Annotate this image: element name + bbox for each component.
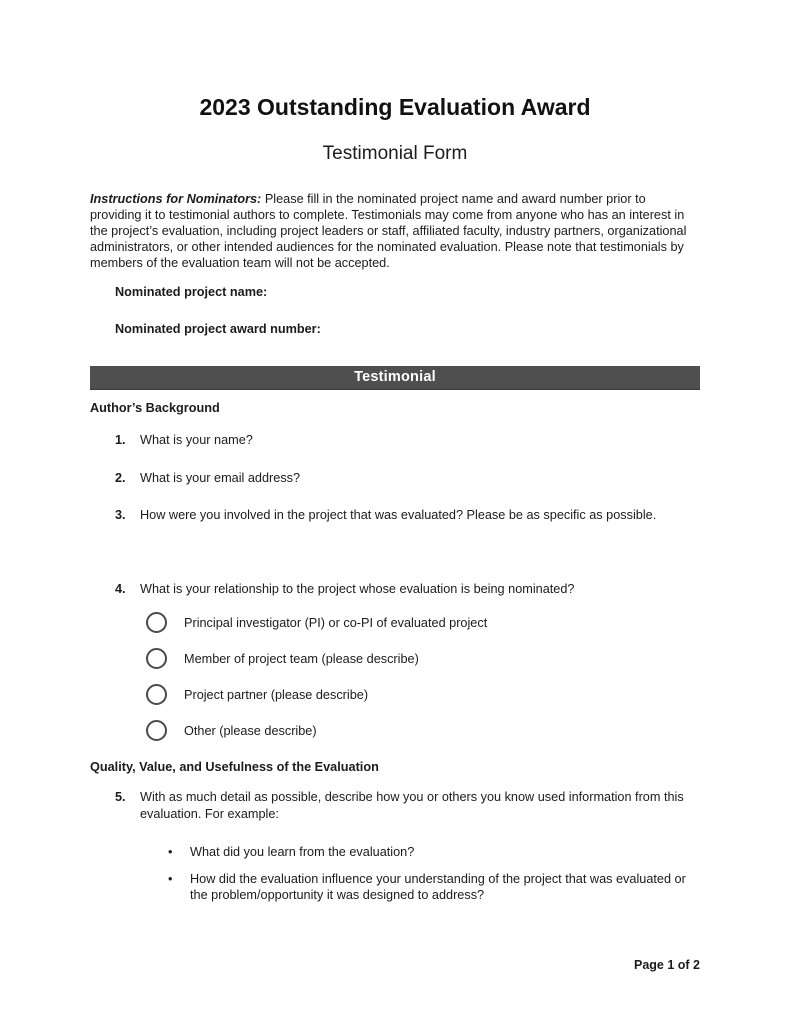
option-pi-copi-label: Principal investigator (PI) or co-PI of evaluated project <box>184 615 488 630</box>
bullet-item-influence <box>90 871 700 904</box>
instructions-label: Instructions for Nominators: <box>90 192 262 206</box>
question-4-text: What is your relationship to the project whose evaluation is being nominated? <box>140 581 575 596</box>
question-1-number: 1. <box>115 433 126 447</box>
question-4 <box>90 581 700 598</box>
question-2-number: 2. <box>115 470 126 485</box>
question-4-number: 4. <box>115 581 126 596</box>
question-2-text: What is your email address? <box>140 470 301 485</box>
question-5 <box>90 789 700 822</box>
question-5-text: With as much detail as possible, describe how you or others you know used information from this evaluation. For example: <box>140 790 684 821</box>
question-3-text: How were you involved in the project that was evaluated? Please be as specific as possible. <box>140 508 657 522</box>
bullet-marker: • <box>168 871 173 886</box>
question-3-number: 3. <box>115 508 126 522</box>
option-project-team <box>146 648 700 669</box>
heading-quality-value-usefulness: Quality, Value, and Usefulness of the Evaluation <box>90 760 379 774</box>
option-pi-copi <box>146 612 700 633</box>
question-1-text: What is your name? <box>140 433 253 447</box>
heading-authors-background: Author’s Background <box>90 401 220 415</box>
instructions-paragraph <box>90 191 700 271</box>
page-number: Page 1 of 2 <box>634 958 700 972</box>
field-project-name-label: Nominated project name: <box>115 285 268 299</box>
radio-button-project-team[interactable] <box>146 648 167 669</box>
field-award-number-label: Nominated project award number: <box>115 322 321 336</box>
option-project-team-label: Member of project team (please describe) <box>184 651 419 666</box>
question-2 <box>90 470 700 487</box>
bullet-marker: • <box>168 845 173 859</box>
question-3 <box>90 507 700 524</box>
question-1 <box>90 432 700 449</box>
question-5-number: 5. <box>115 790 126 804</box>
option-project-partner <box>146 684 700 705</box>
option-other-label: Other (please describe) <box>184 723 317 738</box>
bullet-influence-text: How did the evaluation influence your understanding of the project that was evaluated or the problem/opportunity it was designed to address? <box>190 871 686 902</box>
radio-button-project-partner[interactable] <box>146 684 167 705</box>
page-subtitle: Testimonial Form <box>322 143 468 164</box>
radio-button-pi-copi[interactable] <box>146 612 167 633</box>
option-other <box>146 720 700 741</box>
instructions-body: Please fill in the nominated project name and award number prior to providing it to testimonial authors to complete. Testimonials may come from anyone who has an interest in the project’s evaluation, including project leaders or staff, affiliated faculty, industry partners, organizational administrators, or other intended audiences for the nominated evaluation. Please note that testimonials by members of the evaluation team will not be accepted. <box>90 192 687 270</box>
bullet-item-learn <box>90 844 700 861</box>
radio-button-other[interactable] <box>146 720 167 741</box>
bullet-learn-text: What did you learn from the evaluation? <box>190 845 415 859</box>
option-project-partner-label: Project partner (please describe) <box>184 687 369 702</box>
section-header-testimonial: Testimonial <box>90 366 700 390</box>
page-title: 2023 Outstanding Evaluation Award <box>199 94 591 120</box>
